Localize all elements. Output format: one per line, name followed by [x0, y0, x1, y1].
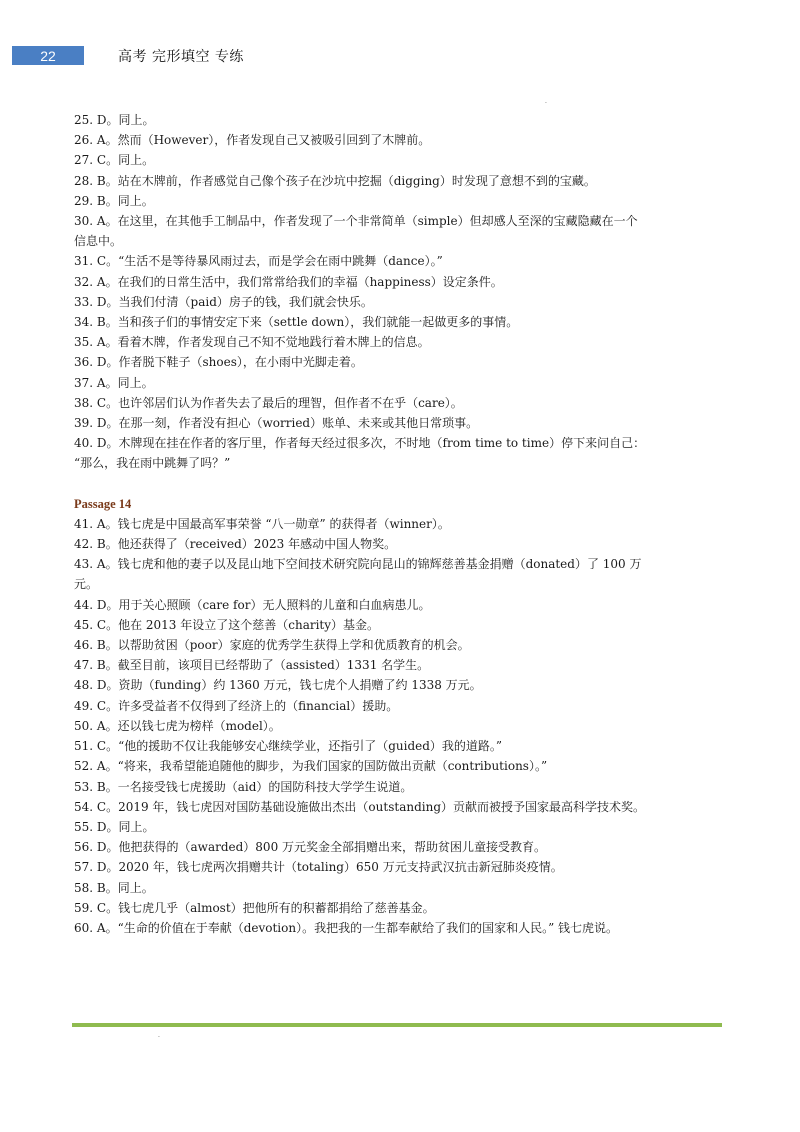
answer-line: “那么，我在雨中跳舞了吗？”: [74, 456, 231, 471]
answer-line: 45. C。他在 2013 年设立了这个慈善（charity）基金。: [74, 617, 380, 632]
page-number-tab: 22: [12, 46, 84, 65]
answer-line: 60. A。“生命的价值在于奉献（devotion）。我把我的一生都奉献给了我们的国家和人民。” 钱七虎说。: [74, 920, 619, 935]
page-header-title: 高考 完形填空 专练: [118, 49, 244, 65]
answer-line: 56. D。他把获得的（awarded）800 万元奖金全部捐赠出来，帮助贫困儿童接受教育。: [74, 840, 547, 855]
answer-line: 58. B。同上。: [74, 880, 154, 895]
answer-line: 51. C。“他的援助不仅让我能够安心继续学业，还指引了（guided）我的道路。”: [74, 739, 503, 754]
answer-line: 54. C。2019 年，钱七虎因对国防基础设施做出杰出（outstanding）贡献而被授予国家最高科学技术奖。: [74, 799, 646, 814]
paragraph-spacer: [74, 474, 754, 494]
answer-line: 35. A。看着木牌，作者发现自己不知不觉地践行着木牌上的信息。: [74, 335, 430, 350]
answer-line: 48. D。资助（funding）约 1360 万元，钱七虎个人捐赠了约 1338 万元。: [74, 678, 482, 693]
answer-line: 50. A。还以钱七虎为榜样（model）。: [74, 718, 281, 733]
answer-line: 55. D。同上。: [74, 819, 155, 834]
answer-line: 29. B。同上。: [74, 193, 154, 208]
passage-heading: Passage 14: [74, 496, 132, 511]
answer-line: 53. B。一名接受钱七虎援助（aid）的国防科技大学学生说道。: [74, 779, 413, 794]
answer-line: 42. B。他还获得了（received）2023 年感动中国人物奖。: [74, 537, 397, 552]
stray-mark-top: .: [545, 98, 547, 105]
answer-line: 27. C。同上。: [74, 153, 155, 168]
answer-line: 39. D。在那一刻，作者没有担心（worried）账单、未来或其他日常琐事。: [74, 416, 479, 431]
answer-line: 38. C。也许邻居们认为作者失去了最后的理智，但作者不在乎（care）。: [74, 395, 463, 410]
answer-line: 信息中。: [74, 234, 123, 249]
footer-rule: [72, 1023, 722, 1027]
answer-line: 57. D。2020 年，钱七虎两次捐赠共计（totaling）650 万元支持武汉抗击新冠肺炎疫情。: [74, 860, 563, 875]
answer-line: 28. B。站在木牌前，作者感觉自己像个孩子在沙坑中挖掘（digging）时发现了意想不到的宝藏。: [74, 173, 596, 188]
answer-line: 37. A。同上。: [74, 375, 154, 390]
answer-line: 43. A。钱七虎和他的妻子以及昆山地下空间技术研究院向昆山的锦辉慈善基金捐赠（donated）了 100 万: [74, 557, 642, 572]
answer-line: 47. B。截至目前，该项目已经帮助了（assisted）1331 名学生。: [74, 658, 430, 673]
answer-line: 26. A。然而（However），作者发现自己又被吸引回到了木牌前。: [74, 133, 431, 148]
answer-line: 40. D。木牌现在挂在作者的客厅里，作者每天经过很多次，不时地（from time to time）停下来问自己：: [74, 436, 646, 451]
answer-line: 34. B。当和孩子们的事情安定下来（settle down），我们就能一起做更多的事情。: [74, 315, 519, 330]
answer-line: 30. A。在这里，在其他手工制品中，作者发现了一个非常简单（simple）但却感人至深的宝藏隐藏在一个: [74, 214, 638, 229]
answer-line: 49. C。许多受益者不仅得到了经济上的（financial）援助。: [74, 698, 399, 713]
answer-line: 31. C。“生活不是等待暴风雨过去，而是学会在雨中跳舞（dance）。”: [74, 254, 443, 269]
answer-key-body: [74, 110, 754, 938]
answer-line: 52. A。“将来，我希望能追随他的脚步，为我们国家的国防做出贡献（contributions）。”: [74, 759, 548, 774]
answer-line: 44. D。用于关心照顾（care for）无人照料的儿童和白血病患儿。: [74, 597, 431, 612]
answer-line: 41. A。钱七虎是中国最高军事荣誉 “八一勋章” 的获得者（winner）。: [74, 516, 450, 531]
answer-line: 33. D。当我们付清（paid）房子的钱，我们就会快乐。: [74, 294, 373, 309]
answer-line: 32. A。在我们的日常生活中，我们常常给我们的幸福（happiness）设定条件。: [74, 274, 503, 289]
answer-line: 元。: [74, 577, 99, 592]
answer-line: 25. D。同上。: [74, 113, 155, 127]
answer-line: 36. D。作者脱下鞋子（shoes），在小雨中光脚走着。: [74, 355, 363, 370]
stray-mark-bottom: .: [158, 1032, 160, 1039]
answer-line: 46. B。以帮助贫困（poor）家庭的优秀学生获得上学和优质教育的机会。: [74, 638, 470, 653]
answer-line: 59. C。钱七虎几乎（almost）把他所有的积蓄都捐给了慈善基金。: [74, 900, 435, 915]
